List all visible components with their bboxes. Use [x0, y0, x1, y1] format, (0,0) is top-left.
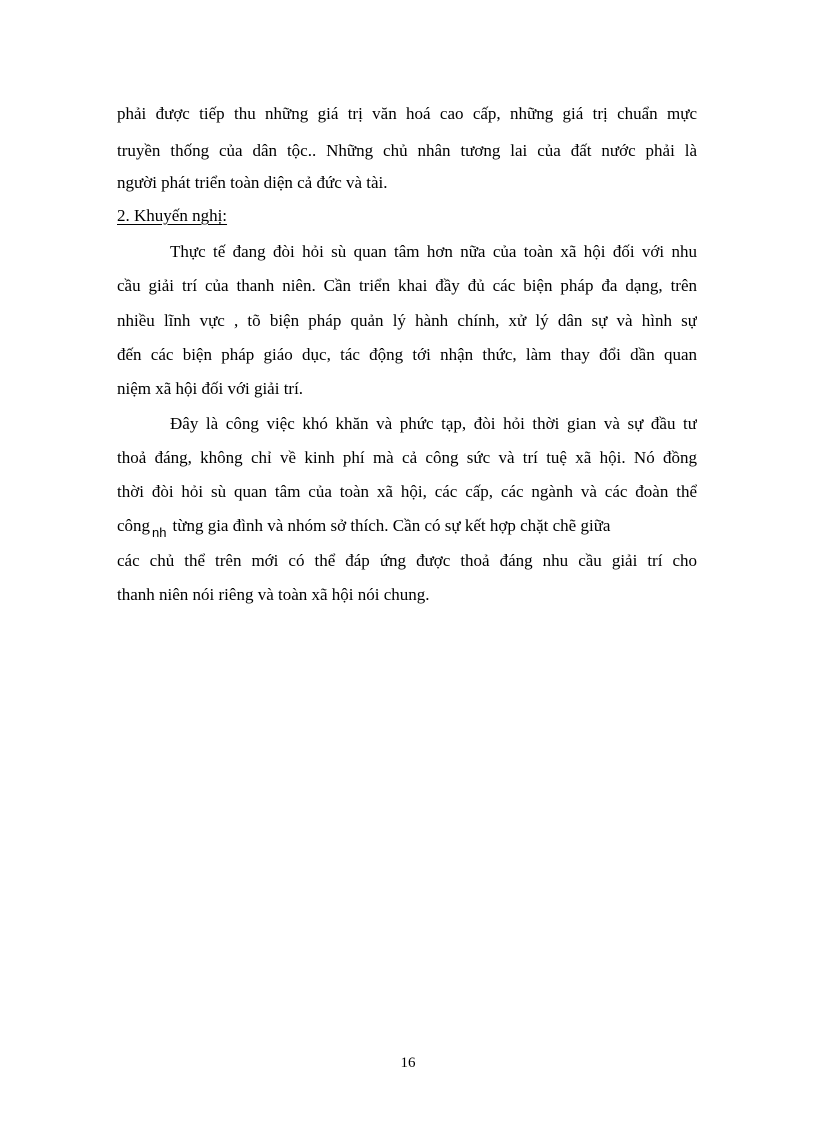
text-line	[117, 516, 697, 540]
text-line: Đây là công việc khó khăn và phức tạp, đòi hỏi thời gian và sự đầu tư	[170, 414, 697, 433]
page-number: 16	[400, 1055, 416, 1071]
text-line: niệm xã hội đối với giải trí.	[117, 379, 304, 398]
text-fragment: từng gia đình và nhóm sở thích. Cần có sự kết hợp chặt chẽ giữa	[172, 516, 611, 535]
text-line: các chủ thể trên mới có thể đáp ứng được thoả đáng nhu cầu giải trí cho	[117, 551, 697, 570]
misplaced-text-fragment: nh	[152, 525, 167, 540]
text-line: truyền thống của dân tộc.. Những chủ nhân tương lai của đất nước phải là	[117, 141, 697, 160]
text-line: thời đòi hỏi sù quan tâm của toàn xã hội, các cấp, các ngành và các đoàn thể	[117, 482, 697, 501]
text-line: nhiều lĩnh vực , tõ biện pháp quản lý hành chính, xử lý dân sự và hình sự	[117, 311, 697, 330]
text-line: thanh niên nói riêng và toàn xã hội nói chung.	[117, 585, 430, 604]
text-line: cầu giải trí của thanh niên. Cần triển khai đầy đủ các biện pháp đa dạng, trên	[117, 276, 697, 295]
section-heading: 2. Khuyến nghị:	[117, 206, 228, 225]
text-line: Thực tế đang đòi hỏi sù quan tâm hơn nữa của toàn xã hội đối với nhu	[170, 242, 697, 261]
text-line: người phát triển toàn diện cả đức và tài.	[117, 173, 388, 192]
text-line: thoả đáng, không chỉ về kinh phí mà cả công sức và trí tuệ xã hội. Nó đồng	[117, 448, 697, 467]
text-line: phải được tiếp thu những giá trị văn hoá cao cấp, những giá trị chuẩn mực	[117, 104, 697, 123]
text-fragment: công	[117, 516, 151, 535]
text-line: đến các biện pháp giáo dục, tác động tới nhận thức, làm thay đổi dần quan	[117, 345, 697, 364]
